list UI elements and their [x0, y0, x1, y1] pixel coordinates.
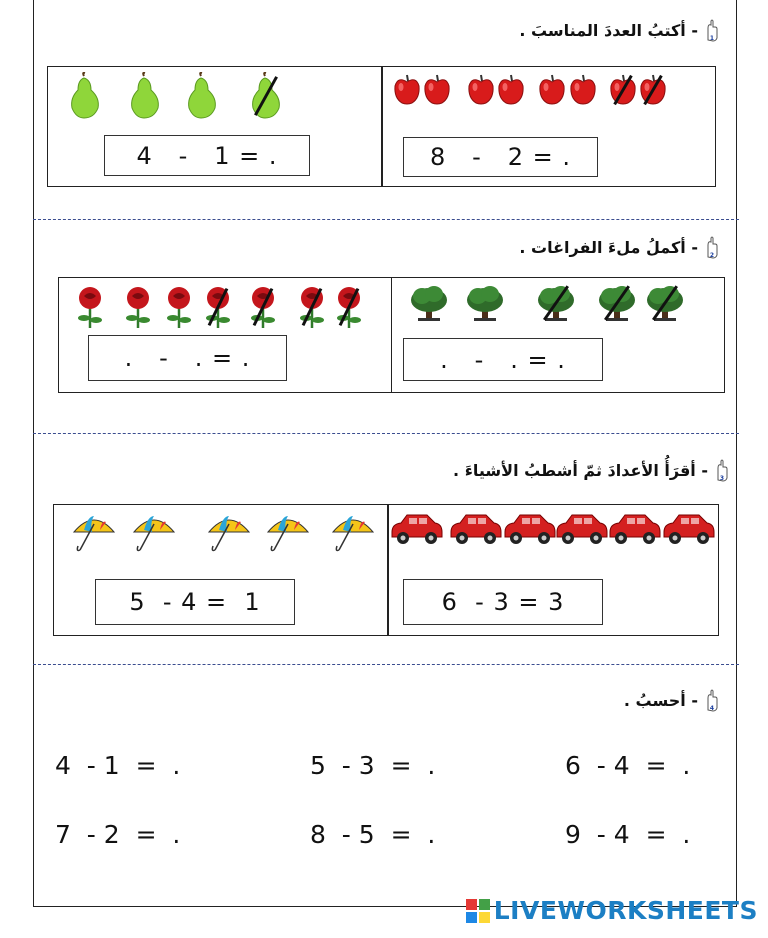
car-icon[interactable]: [389, 510, 445, 546]
calc-item[interactable]: 6 - 4 = .: [565, 751, 691, 780]
hand-number: 2: [709, 252, 714, 259]
section-1-heading: [519, 18, 722, 42]
umbrella-icon[interactable]: [205, 512, 253, 554]
section-2-left-equation[interactable]: . - . = .: [124, 344, 251, 372]
rose-icon[interactable]: [296, 284, 328, 330]
apple-icon[interactable]: [496, 72, 526, 108]
rose-icon[interactable]: [122, 284, 154, 330]
umbrella-icon[interactable]: [130, 512, 178, 554]
car-icon[interactable]: [502, 510, 558, 546]
tree-icon[interactable]: [644, 282, 686, 324]
section-2-left-equation-box[interactable]: [88, 335, 287, 381]
section-divider: [33, 664, 739, 665]
car-icon[interactable]: [448, 510, 504, 546]
section-3-heading: [453, 458, 732, 482]
hand-number-icon: [712, 458, 732, 482]
hand-number-icon: [702, 235, 722, 259]
rose-icon[interactable]: [202, 284, 234, 330]
tree-icon[interactable]: [596, 282, 638, 324]
pear-icon[interactable]: [66, 72, 104, 120]
section-divider: [33, 433, 739, 434]
umbrella-icon[interactable]: [264, 512, 312, 554]
hand-number: 3: [719, 475, 724, 482]
section-1-right-equation[interactable]: 8 - 2 = .: [430, 143, 571, 171]
tree-icon[interactable]: [535, 282, 577, 324]
apple-icon[interactable]: [568, 72, 598, 108]
calc-item[interactable]: 4 - 1 = .: [55, 751, 181, 780]
rose-icon[interactable]: [163, 284, 195, 330]
section-2-right-equation[interactable]: . - . = .: [440, 345, 566, 374]
section-1-left-equation-box[interactable]: [104, 135, 310, 176]
apple-icon[interactable]: [638, 72, 668, 108]
section-3-right-equation[interactable]: 6 - 3 = 3: [441, 588, 565, 616]
apple-icon[interactable]: [422, 72, 452, 108]
section-2-title: - أكملُ ملءَ الفراغات .: [519, 237, 698, 257]
section-3-left-equation[interactable]: 5 - 4 = 1: [129, 588, 261, 616]
section-1-right-equation-box[interactable]: [403, 137, 598, 177]
section-3-right-equation-box[interactable]: [403, 579, 603, 625]
tree-icon[interactable]: [408, 282, 450, 324]
car-icon[interactable]: [607, 510, 663, 546]
liveworksheets-logo[interactable]: [466, 896, 758, 925]
logo-text: LIVEWORKSHEETS: [493, 896, 758, 925]
section-3-left-equation-box[interactable]: [95, 579, 295, 625]
apple-icon[interactable]: [392, 72, 422, 108]
section-4-title: - أحسبُ .: [623, 690, 698, 710]
section-1-title: - أكتبُ العددَ المناسبَ .: [519, 20, 698, 40]
tree-icon[interactable]: [464, 282, 506, 324]
calc-item[interactable]: 5 - 3 = .: [310, 751, 436, 780]
hand-number-icon: [702, 688, 722, 712]
car-icon[interactable]: [554, 510, 610, 546]
rose-icon[interactable]: [247, 284, 279, 330]
umbrella-icon[interactable]: [329, 512, 377, 554]
umbrella-icon[interactable]: [70, 512, 118, 554]
section-1-left-equation[interactable]: 4 - 1 = .: [136, 141, 278, 170]
calc-item[interactable]: 8 - 5 = .: [310, 820, 436, 849]
apple-icon[interactable]: [466, 72, 496, 108]
section-3-title: - أقرَأُ الأعدادَ ثمّ أشطبُ الأشياءَ .: [453, 460, 708, 480]
hand-number-icon: [702, 18, 722, 42]
car-icon[interactable]: [661, 510, 717, 546]
hand-number: 1: [709, 35, 714, 42]
pear-icon[interactable]: [183, 72, 221, 120]
apple-icon[interactable]: [608, 72, 638, 108]
pear-icon[interactable]: [247, 72, 285, 120]
section-2-heading: [519, 235, 722, 259]
logo-icon: [466, 899, 490, 923]
calc-item[interactable]: 9 - 4 = .: [565, 820, 691, 849]
section-divider: [33, 219, 739, 220]
rose-icon[interactable]: [74, 284, 106, 330]
rose-icon[interactable]: [333, 284, 365, 330]
section-2-right-equation-box[interactable]: [403, 338, 603, 381]
hand-number: 4: [709, 705, 714, 712]
calc-item[interactable]: 7 - 2 = .: [55, 820, 181, 849]
apple-icon[interactable]: [537, 72, 567, 108]
section-4-heading: [624, 688, 722, 712]
pear-icon[interactable]: [126, 72, 164, 120]
